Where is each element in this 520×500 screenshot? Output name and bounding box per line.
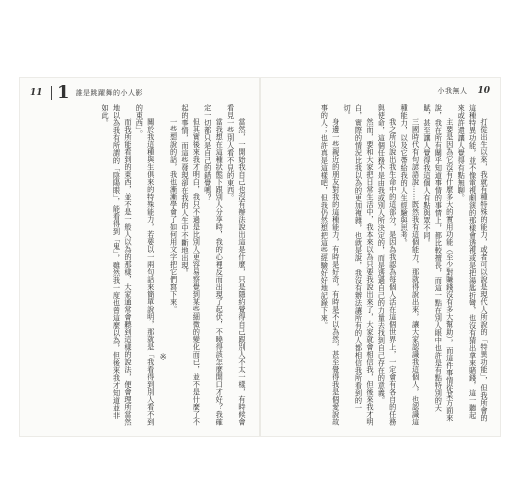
body-paragraph: 身邊一些親近的朋友對我的這種能力，有時是好奇，有時是不以為然，甚至覺得我是個愛說故事的人；也許真是這樣吧，但我仍然想把這些經驗好好地記錄下來。: [320, 104, 341, 426]
body-paragraph: 我之所以說出我生命中的這部分，是因為我認為每個人活在這個世界上，一定會有各自的任務與使命，這個任務不是由我或別人所決定的，而是透過自己的力量去找到自己存在的意義。: [377, 104, 398, 426]
left-page-header: [30, 82, 144, 103]
right-page-body: [270, 104, 490, 426]
chapter-title: 誰是跳躍舞的小人影: [75, 89, 144, 97]
right-page-header: [437, 86, 490, 96]
section-break-ornament: ※: [158, 352, 169, 364]
chapter-number: 1: [57, 82, 70, 103]
right-page: [260, 78, 500, 436]
body-paragraph: 主要是因為它沒有什麼多大的實用功能（至少對賺錢沒有多大幫助），而這件事情從某方面來說，我在所有關乎知道事情的事情上，都比較擅長，而這一點在別人眼中也許是有點特別的天賦，甚至讓人覺得我這個人有點與眾不同。: [422, 104, 455, 423]
left-page: [20, 78, 260, 436]
left-page-number: 11: [30, 88, 43, 98]
body-paragraph: 然而，要和大家把日常生活中，我本來以為只要我說出來了，大家就會相信我，但後來我才明白，實際的情況比我以為的更加複雜，也就是說，我沒有辦法讓所有的人都相信我所看到的一切。: [343, 104, 375, 426]
body-paragraph: 但其實後來我才明白，我只不過是比別人更容易察覺到某些細微的變化而已，並不是什麼了不起的事情，而這些發現卻在我的人生中不斷地出現。: [180, 104, 202, 426]
series-title: 小我無人: [437, 87, 468, 95]
book-spread: [20, 78, 500, 436]
body-paragraph: 一些想說的話，我也漸漸學會了如何用文字把它們寫下來。: [169, 118, 179, 314]
body-paragraph: 當然，一開始我自己也沒有辦法說出這是什麼，只是隱約覺得自己跟別人不太一樣，有時候會看見一些別人看不見的東西。: [226, 104, 247, 426]
body-paragraph: 打從出生以來，我就有種特殊的能力，或者可以說是現代人所說的「特異功能」，但我所會的這種特異功能，並不像電視劇演的那樣會透視或是把湯匙折彎，也沒有猜出拿來賭錢，這一聽起來或許還讓人覺得有點無聊。: [457, 104, 489, 423]
left-page-body: [38, 104, 248, 426]
body-paragraph: 三國時代有句諺語說……既然我有這個能力，那就得說出來，讓大家認識我這個人，也認識這種能力，以及它帶給我的人生經驗與思考。: [400, 104, 421, 426]
right-page-number: 10: [477, 86, 490, 96]
body-paragraph: 關於我這種與生俱來的特殊能力，若要以一兩句話來簡單說明，那就是「我看得到別人看不到的東西」。: [135, 104, 156, 426]
body-paragraph: 而我所能看到的東西，並不是一般人以為的那樣，大家通常會聽到這樣的說法，便會理所當然地以為我有所謂的「陰陽眼」，能看得到「鬼」，雖然我一度也曾這麼以為，但後來我才知道並非如此。: [101, 104, 133, 426]
body-paragraph: 當我想在這種狀態下跟別人分享時，我的心裡反而出現了起伏，不曉得該怎麼開口才好？我確定一切都只是自己的錯覺嗎？: [203, 104, 225, 426]
header-divider: [51, 86, 53, 100]
